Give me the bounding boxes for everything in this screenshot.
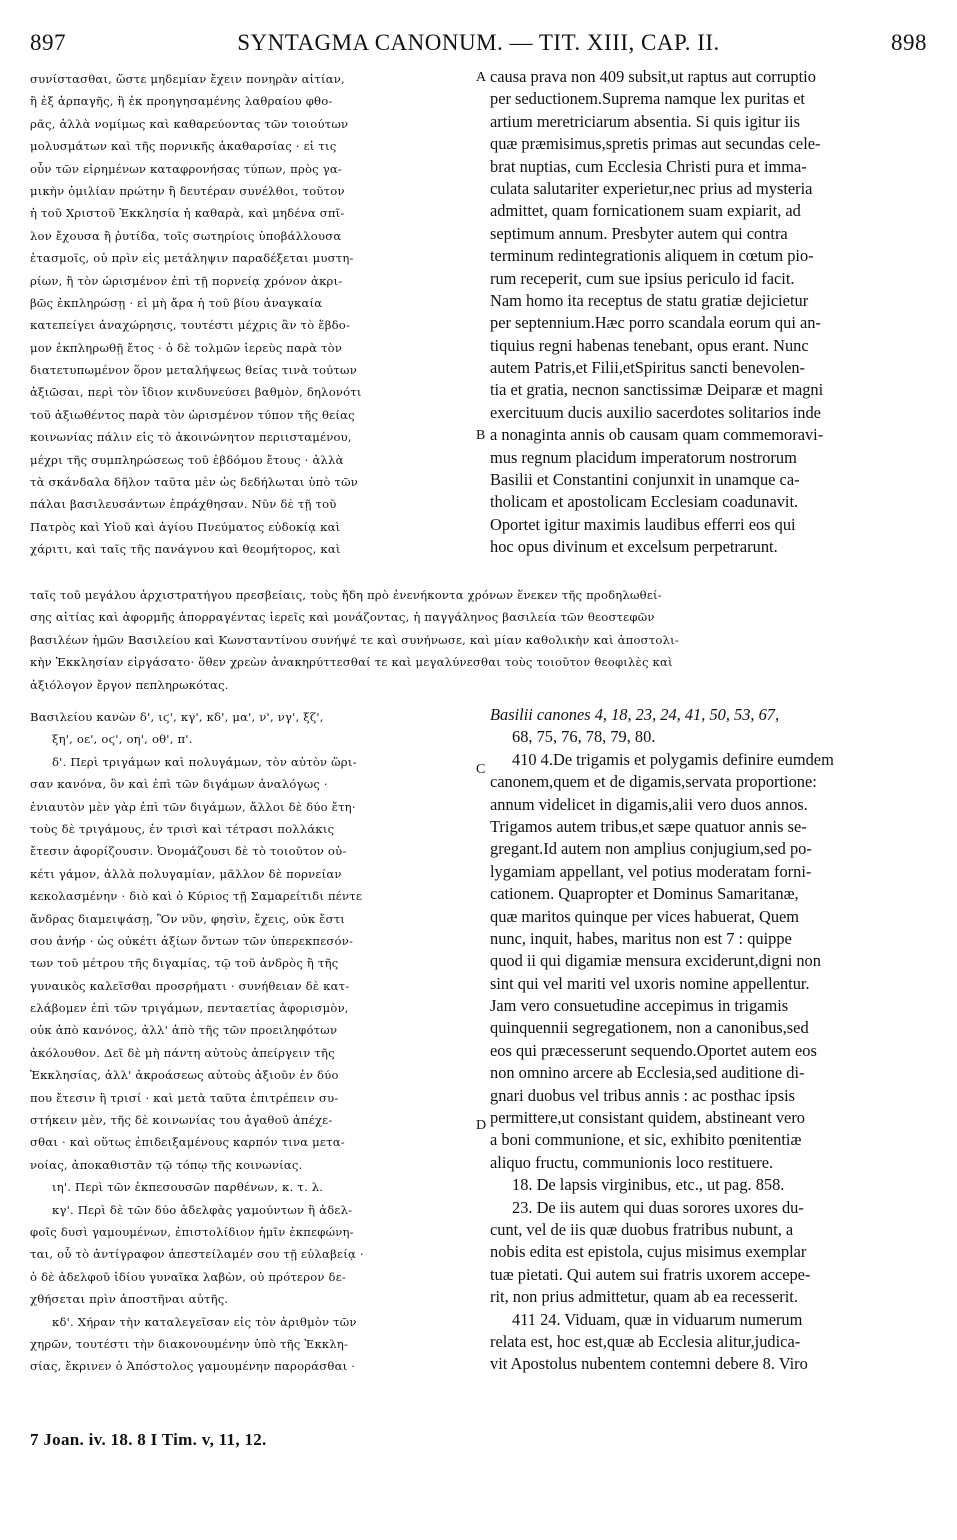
text-line: cunt, vel de iis quæ duobus fratribus nubunt, a (490, 1219, 794, 1239)
text-line: μέχρι τῆς συμπληρώσεως τοῦ ἑβδόμου ἔτους · ἀλλὰ (30, 452, 344, 467)
margin-letter-c: C (476, 762, 486, 777)
text-line: τοῦ ἀξιωθέντος παρὰ τὸν ὡρισμένον τύπον τῆς θείας (30, 407, 355, 422)
margin-letter-b: B (476, 428, 486, 443)
text-line: terminum redintegrationis aliquem in cœtum pio- (490, 246, 814, 266)
text-line: autem Patris,et Filii,etSpiritus sancti benevolen- (490, 358, 806, 378)
text-line: τὰ σκάνδαλα δῆλον ταῦτα μὲν ὡς δεδήλωται ὑπὸ τῶν (30, 475, 359, 490)
text-line: septimum annum. Presbyter autem qui contra (490, 223, 788, 243)
text-line: ξη', οε', οϛ', οη', οθ', π'. (52, 732, 193, 747)
text-line: ἀξιῶσαι, περὶ τὸν ἴδιον κινδυνεύσει βαθμὸν, δηλονότι (30, 385, 362, 400)
text-line: nunc, inquit, habes, maritus non est 7 : quippe (490, 928, 792, 948)
text-line: νοίας, ἀποκαθιστᾶν τῷ τόπῳ τῆς κοινωνίας. (30, 1157, 303, 1172)
text-line: 23. De iis autem qui duas sorores uxores du- (512, 1197, 804, 1217)
text-line: Jam vero consuetudine accepimus in trigamis (490, 996, 789, 1016)
text-line: 411 24. Viduam, quæ in viduarum numerum (512, 1309, 803, 1329)
text-line: quod ii qui digamiæ mensura exciderunt,digni non (490, 951, 821, 971)
text-line: gregant.Id autem non amplius conjugium,sed po- (490, 839, 812, 859)
text-line: σθαι · καὶ οὕτως ἐπιδειξαμένους καρπόν τινα μετα- (30, 1135, 345, 1150)
text-line: δ'. Περὶ τριγάμων καὶ πολυγάμων, τὸν αὐτὸν ὥρι- (52, 754, 357, 769)
text-line: που ἔτεσιν ἢ τρισί · καὶ μετὰ ταῦτα ἐπιτρέπειν συ- (30, 1090, 339, 1105)
text-line: σης αἰτίας καὶ ἀφορμῆς ἀπορραγέντας ἱερεῖς καὶ μονάζοντας, ἡ παγγάληνος βασιλεία τῶν θεοστεφῶν (30, 610, 655, 625)
text-line: nobis edita est epistola, cujus misimus exemplar (490, 1242, 807, 1262)
text-line: σίας, ἔκρινεν ὁ Ἀπόστολος γαμουμένην παροράσθαι · (30, 1359, 356, 1374)
text-line: ται, οὗ τὸ ἀντίγραφον ἀπεστείλαμέν σου τῇ εὐλαβείᾳ · (30, 1247, 364, 1262)
text-line: ρᾶς, ἀλλὰ νομίμως καὶ καθαρεύοντας τῶν τοιούτων (30, 116, 349, 131)
text-line: κγ'. Περὶ δὲ τῶν δύο ἀδελφὰς γαμούντων ἢ ἀδελ- (52, 1202, 353, 1217)
text-line: χάριτι, καὶ ταῖς τῆς πανάγνου καὶ θεομήτορος, καὶ (30, 542, 341, 557)
text-line: annum videlicet in digamis,alii vero duos annos. (490, 794, 808, 814)
text-line: Πατρὸς καὶ Υἱοῦ καὶ ἁγίου Πνεύματος εὐδοκίᾳ καὶ (30, 519, 341, 534)
text-line: οὖν τῶν εἰρημένων καταφρονήσας τύπων, πρὸς γα- (30, 161, 343, 176)
text-line: διατετυπωμένον ὅρον μεταλήψεως θείας τινὰ τούτων (30, 363, 357, 378)
text-line: χηρῶν, τουτέστι τὴν διακονουμένην ὑπὸ τῆς Ἐκκλη- (30, 1336, 349, 1351)
text-line: Oportet igitur maximis laudibus efferri eos qui (490, 514, 796, 534)
text-line: ἐνιαυτὸν μὲν γὰρ ἐπὶ τῶν διγάμων, ἄλλοι δὲ δύο ἔτη· (30, 799, 356, 814)
latin-column-upper (490, 66, 930, 559)
text-line: κεκολασμένην · διὸ καὶ ὁ Κύριος τῇ Σαμαρείτιδι πέντε (30, 889, 363, 904)
greek-full-width-block (30, 584, 930, 696)
text-line: 68, 75, 76, 78, 79, 80. (512, 727, 656, 747)
text-line: a boni communione, et sic, exhibito pœnitentiæ (490, 1130, 802, 1150)
margin-letter-a: A (476, 70, 487, 85)
text-line: ἢ ἐξ ἁρπαγῆς, ἢ ἐκ προηγησαμένης λαθραίου φθο- (30, 94, 333, 109)
text-line: brat nuptias, cum Ecclesia Christi pura et imma- (490, 156, 807, 176)
text-line: tiquius regni habenas tenebant, opus erant. Nunc (490, 335, 809, 355)
text-line: φοῖς δυσὶ γαμουμένων, ἐπιστολίδιον ἡμῖν ἐκπεφώνη- (30, 1224, 354, 1239)
text-line: permittere,ut consistant quidem, abstineant vero (490, 1108, 805, 1128)
text-line: σου ἀνήρ · ὡς οὐκέτι ἀξίων ὄντων τῶν ὑπερεκπεσόν- (30, 933, 354, 948)
text-line: tuæ pietati. Qui autem sui fratris uxorem accepe- (490, 1264, 811, 1284)
text-line: quæ maritos quinque per vices habuerat, Quem (490, 906, 800, 926)
right-page-number: 898 (891, 30, 927, 55)
text-line: Ἐκκλησίας, ἀλλ' ἀκροάσεως αὐτοὺς ἀξιοῦν ἐν δύο (30, 1068, 339, 1083)
text-line: ἐτασμοῖς, οὐ πρὶν εἰς μετάληψιν παραδέξεται μυστη- (30, 251, 354, 266)
text-line: ρίων, ἢ τὸν ὡρισμένον ἐπὶ τῇ πορνείᾳ χρόνον ἀκρι- (30, 273, 343, 288)
text-line: culata salutariter experietur,nec prius ad mysteria (490, 178, 813, 198)
text-line: mus regnum placidum imperatorum nostrorum (490, 447, 797, 467)
text-line: a nonaginta annis ob causam quam commemoravi- (490, 425, 824, 445)
text-line: aliquo fructu, communionis loco restituere. (490, 1152, 774, 1172)
text-line: 410 4.De trigamis et polygamis definire eumdem (512, 749, 834, 769)
text-line: μικὴν ὁμιλίαν πρώτην ἢ δευτέραν συνέλθοι, τοῦτον (30, 183, 345, 198)
text-line: ἔτεσιν ἀφορίζουσιν. Ὀνομάζουσι δὲ τὸ τοιοῦτον οὐ- (30, 844, 347, 859)
text-line: βῶς ἐκπληρώσῃ · εἰ μὴ ἄρα ἡ τοῦ βίου ἀναγκαία (30, 295, 323, 310)
text-line: admittet, quam fornicationem suam expiarit, ad (490, 201, 801, 221)
text-line: canonem,quem et de digamis,servata proportione: (490, 772, 817, 792)
text-line: Basilii canones 4, 18, 23, 24, 41, 50, 53, 67, (490, 705, 780, 724)
text-line: exercituum ducis auxilio sacerdotes solitarios inde (490, 402, 821, 422)
text-line: ιη'. Περὶ τῶν ἐκπεσουσῶν παρθένων, κ. τ. λ. (52, 1180, 324, 1195)
text-line: Basilii et Constantini conjunxit in unamque ca- (490, 470, 800, 490)
greek-column-lower (30, 706, 474, 1378)
text-line: τοὺς δὲ τριγάμους, ἐν τρισὶ καὶ τέτρασι πολλάκις (30, 821, 335, 836)
left-page-number: 897 (30, 30, 66, 55)
text-line: gnari duobus vel tribus annis : ac posthac ipsis (490, 1085, 796, 1105)
text-line: ἡ τοῦ Χριστοῦ Ἐκκλησία ἡ καθαρὰ, καὶ μηδένα σπῖ- (30, 206, 345, 221)
text-line: Trigamos autem tribus,et sæpe quatuor annis se- (490, 816, 807, 836)
text-line: μολυσμάτων καὶ τῆς πορνικῆς ἀκαθαρσίας · εἰ τις (30, 139, 337, 154)
text-line: 18. De lapsis virginibus, etc., ut pag. 858. (512, 1175, 785, 1195)
text-line: κοινωνίας πάλιν εἰς τὸ ἀκοινώνητον περιισταμένου, (30, 430, 352, 445)
text-line: των τοῦ μέτρου τῆς διγαμίας, τῷ τοῦ ἀνδρὸς ἢ τῆς (30, 956, 339, 971)
text-line: vit Apostolus nubentem contemni debere 8. Viro (490, 1354, 808, 1374)
greek-column-upper (30, 68, 474, 561)
text-line: συνίστασθαι, ὥστε μηδεμίαν ἔχειν πονηρὰν αἰτίαν, (30, 72, 345, 86)
text-line: artium meretriciarum absentia. Si quis igitur iis (490, 111, 800, 131)
margin-letter-d: D (476, 1118, 487, 1133)
text-line: κὴν Ἐκκλησίαν εἰργάσατο· ὅθεν χρεὼν ἀνακηρύττεσθαί τε καὶ μεγαλύνεσθαι τοὺς τοιοῦτον θεοφιλὲς καὶ (30, 655, 673, 670)
text-line: ἀξιόλογον ἔργον πεπληρωκότας. (30, 677, 229, 692)
text-line: κδ'. Χήραν τὴν καταλεγεῖσαν εἰς τὸν ἀριθμὸν τῶν (52, 1314, 357, 1329)
text-line: μον ἐκπληρωθῇ ἔτος · ὁ δὲ τολμῶν ἱερεὺς παρὰ τὸν (30, 340, 343, 355)
text-line: ἄνδρας διαμειψάσῃ, Ὃν νῦν, φησὶν, ἔχεις, οὐκ ἔστι (30, 911, 346, 926)
text-line: χθήσεται πρὶν ἀποστῆναι αὐτῆς. (30, 1292, 229, 1307)
text-line: ταῖς τοῦ μεγάλου ἀρχιστρατήγου πρεσβείαις, τοὺς ἤδη πρὸ ἐνενήκοντα χρόνων ἕνεκεν τῆς προδηλωθεί- (30, 588, 662, 602)
text-line: relata est, hoc est,quæ ab Ecclesia alitur,judica- (490, 1331, 801, 1351)
text-line: causa prava non 409 subsit,ut raptus aut corruptio (490, 67, 816, 86)
text-line: cationem. Quapropter et Dominus Samaritanæ, (490, 884, 799, 904)
text-line: per seductionem.Suprema namque lex puritas et (490, 89, 805, 109)
text-line: per septennium.Hæc porro scandala eorum qui an- (490, 313, 821, 333)
text-line: sint qui vel mariti vel uxoris nomine appellentur. (490, 973, 810, 993)
text-line: non omnino arcere ab Ecclesia,sed auditione di- (490, 1063, 805, 1083)
footnotes: 7 Joan. iv. 18. 8 I Tim. v, 11, 12. (30, 1430, 267, 1449)
running-header (30, 30, 927, 64)
text-line: quæ præmisimus,spretis primas aut secundas cele- (490, 134, 821, 154)
text-line: lygamiam appellant, vel potius moderatam forni- (490, 861, 812, 881)
text-line: βασιλέων ἡμῶν Βασιλείου καὶ Κωνσταντίνου συνήψέ τε καὶ συνήνωσε, καὶ μίαν καθολικὴν καὶ ἀποστολι- (30, 632, 679, 647)
text-line: ὁ δὲ ἀδελφοῦ ἰδίου γυναῖκα λαβὼν, οὐ πρότερον δε- (30, 1269, 347, 1284)
text-line: Nam homo ita receptus de statu gratiæ dejicietur (490, 290, 809, 310)
text-line: rit, non prius admittetur, quam ab ea recesserit. (490, 1287, 798, 1307)
text-line: hoc opus divinum et excelsum perpetrarunt. (490, 537, 778, 557)
text-line: Βασιλείου κανὼν δ', ιϛ', κγ', κδ', μα', ν', νγ', ξζ', (30, 710, 324, 724)
text-line: γυναικὸς καλεῖσθαι προσρήματι · συνήθειαν δὲ κατ- (30, 978, 350, 993)
text-line: στήκειν μὲν, τῆς δὲ κοινωνίας του ἀγαθοῦ ἀπέχε- (30, 1113, 333, 1128)
text-line: tholicam et apostolicam Ecclesiam coadunavit. (490, 492, 799, 512)
text-line: λον ἔχουσα ἢ ῥυτίδα, τοῖς σωτηρίοις ὑποβάλλουσα (30, 228, 342, 243)
text-line: ἀκόλουθον. Δεῖ δὲ μὴ πάντη αὐτοὺς ἀπείργειν τῆς (30, 1045, 335, 1060)
text-line: πάλαι βασιλευσάντων ἐπράχθησαν. Νῦν δὲ τῇ τοῦ (30, 497, 337, 512)
text-line: tia et gratia, necnon sanctissimæ Deiparæ et magni (490, 380, 824, 400)
text-line: ελάβομεν ἐπὶ τῶν τριγάμων, πενταετίας ἀφορισμὸν, (30, 1001, 349, 1016)
running-title: SYNTAGMA CANONUM. — TIT. XIII, CAP. II. (237, 30, 720, 55)
text-line: κατεπείγει ἀναχώρησις, τουτέστι μέχρις ἂν τὸ ἕβδο- (30, 318, 351, 333)
text-line: σαν κανόνα, ὃν καὶ ἐπὶ τῶν διγάμων ἀναλόγως · (30, 777, 328, 792)
text-line: rum receperit, cum sue ipsius periculo id facit. (490, 268, 795, 288)
text-line: κέτι γάμον, ἀλλὰ πολυγαμίαν, μᾶλλον δὲ πορνείαν (30, 866, 342, 881)
latin-column-lower (490, 704, 930, 1376)
text-line: eos qui præcesserunt sequendo.Oportet autem eos (490, 1040, 817, 1060)
text-line: οὐκ ἀπὸ κανόνος, ἀλλ' ἀπὸ τῆς τῶν προειληφότων (30, 1023, 338, 1038)
text-line: quinquennii segregationem, non a canonibus,sed (490, 1018, 809, 1038)
